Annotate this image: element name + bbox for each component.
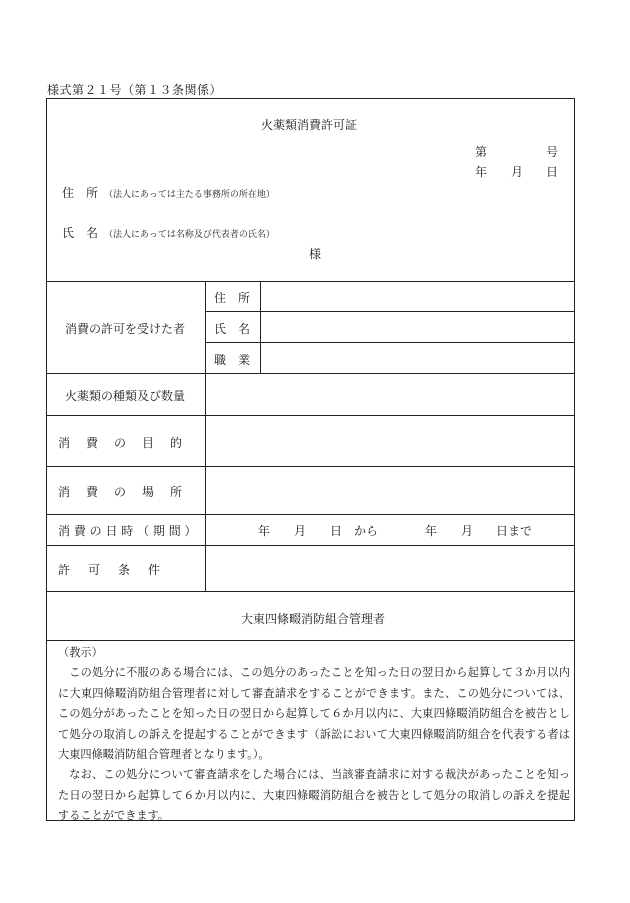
- addressee-honorific: 様: [309, 247, 322, 261]
- divider-explosives: [46, 415, 575, 416]
- permittee-address-label: 住 所: [214, 291, 251, 305]
- addressee-address-label: 住 所: [62, 186, 99, 200]
- date-month: 月: [511, 165, 524, 179]
- period-year-from: 年: [258, 524, 271, 538]
- notice-block: [58, 643, 570, 827]
- notice-heading: （教示）: [58, 646, 103, 659]
- divider-place: [46, 514, 575, 515]
- divider-header: [46, 281, 575, 282]
- explosives-type-label: 火薬類の種類及び数量: [65, 389, 186, 403]
- column-divider-sub: [260, 281, 261, 373]
- column-divider-main: [205, 281, 206, 591]
- permittee-label: 消費の許可を受けた者: [65, 322, 186, 336]
- form-number: 様式第２１号（第１３条関係）: [47, 83, 223, 97]
- period-month-until: 月: [461, 524, 474, 538]
- permittee-occupation-label: 職 業: [214, 353, 251, 367]
- notice-paragraph-2: なお、この処分について審査請求をした場合には、当該審査請求に対する裁決があったことを知った日の翌日から起算して６か月以内に、大東四條畷消防組合を被告として処分の取消しの訴えを提起することができます。: [58, 768, 570, 823]
- period-month-from: 月: [294, 524, 307, 538]
- number-suffix: 号: [546, 145, 559, 159]
- form-title: 火薬類消費許可証: [261, 118, 358, 132]
- number-prefix: 第: [475, 145, 488, 159]
- date-day: 日: [546, 165, 559, 179]
- date-year: 年: [475, 165, 488, 179]
- addressee-name-note: （法人にあっては名称及び代表者の氏名）: [104, 230, 275, 240]
- addressee-address-note: （法人にあっては主たる事務所の所在地）: [104, 190, 275, 200]
- addressee-name-label: 氏 名: [62, 226, 99, 240]
- divider-conditions: [46, 591, 575, 592]
- period-day-until: 日まで: [496, 524, 533, 538]
- divider-purpose: [46, 466, 575, 467]
- divider-period: [46, 545, 575, 546]
- permittee-name-label: 氏 名: [214, 322, 251, 336]
- period-day-from: 日 から: [330, 524, 379, 538]
- place-label: 消 費 の 場 所: [58, 485, 185, 499]
- conditions-label: 許 可 条 件: [58, 563, 164, 577]
- period-label: 消 費 の 日 時 （ 期 間 ）: [58, 524, 197, 538]
- issuer-name: 大東四條畷消防組合管理者: [241, 612, 386, 626]
- period-year-until: 年: [425, 524, 438, 538]
- divider-permittee: [46, 373, 575, 374]
- divider-issuer: [46, 640, 575, 641]
- purpose-label: 消 費 の 目 的: [58, 436, 185, 450]
- notice-paragraph-1: この処分に不服のある場合には、この処分のあったことを知った日の翌日から起算して３か月以内に大東四條畷消防組合管理者に対して審査請求をすることができます。また、この処分については、この処分があったことを知った日の翌日から起算して６か月以内に、大東四條畷消防組合を被告として処分の取消しの訴えを提起することができます（訴訟において大東四條畷消防組合を代表する者は大東四條畷消防組合管理者となります。）。: [58, 666, 570, 762]
